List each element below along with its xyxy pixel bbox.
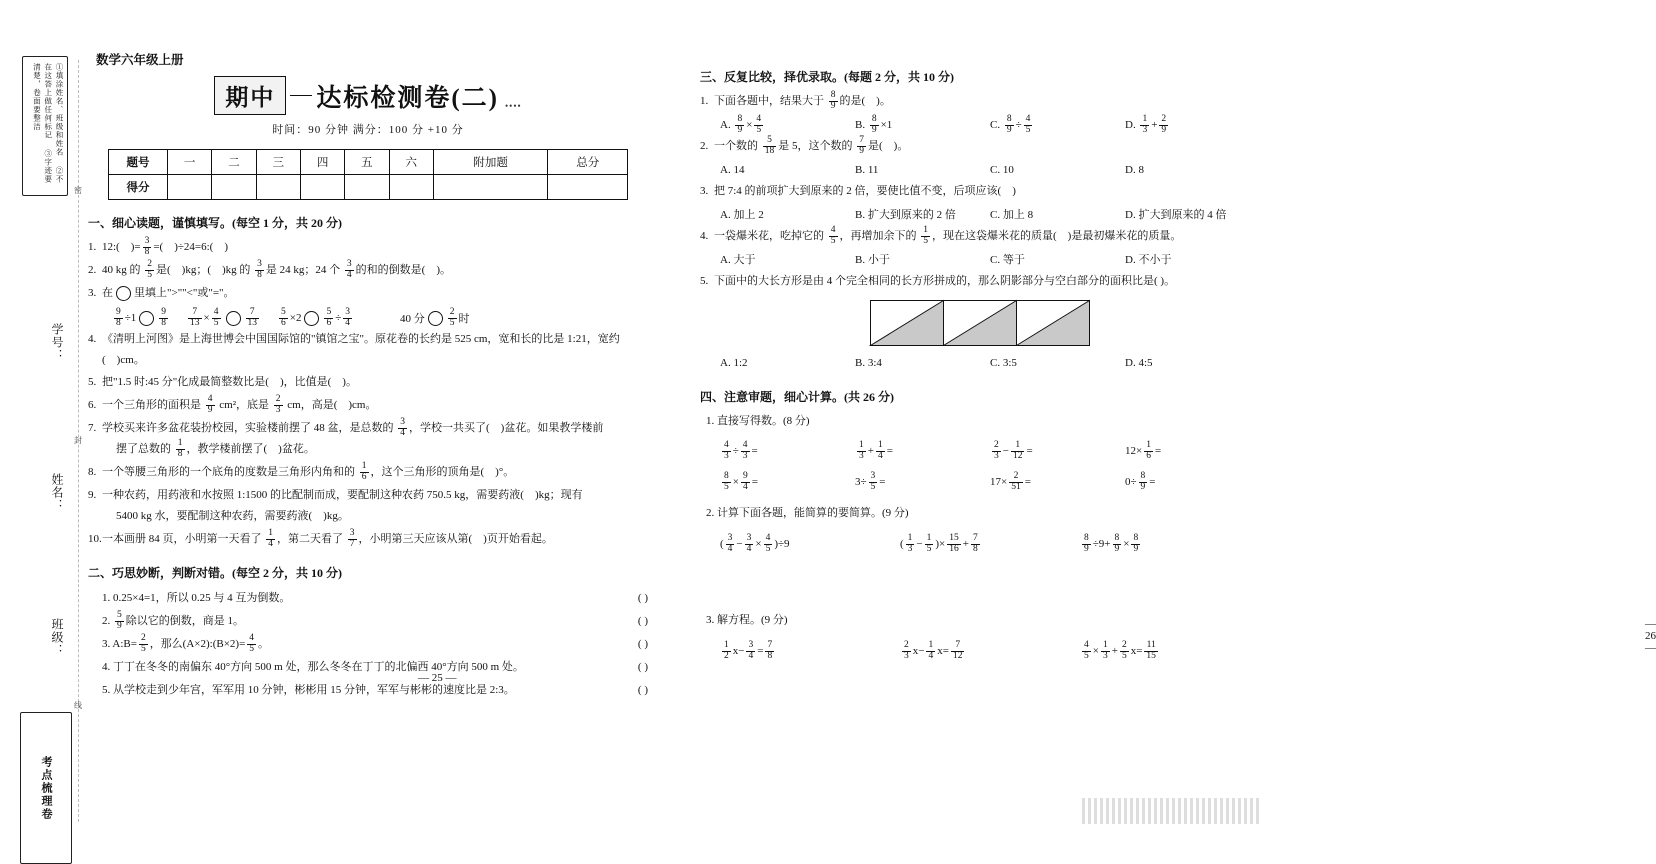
seal-mark-3: 线 bbox=[74, 701, 82, 710]
circle-blank[interactable] bbox=[116, 286, 131, 301]
score-cell[interactable] bbox=[212, 175, 256, 200]
page-title: 达标检测卷(二) bbox=[316, 84, 500, 112]
option-a[interactable]: A. 1:2 bbox=[720, 356, 748, 369]
q-number: 9. bbox=[88, 489, 97, 502]
calc-item[interactable]: $\frac{2}{3}$ − $\frac{1}{12}$ = bbox=[994, 440, 1033, 462]
page-number-left: — 25 — bbox=[418, 672, 457, 685]
option-a[interactable]: A. 加上 2 bbox=[720, 208, 764, 221]
section-4-heading: 四、注意审题，细心计算。(共 26 分) bbox=[700, 389, 894, 404]
q-number: 8. bbox=[88, 466, 97, 479]
score-row1-label: 题号 bbox=[109, 150, 168, 175]
section-3-heading: 三、反复比较，择优录取。(每题 2 分，共 10 分) bbox=[700, 70, 954, 84]
left-column bbox=[88, 50, 648, 702]
choice-question-3 bbox=[700, 181, 1260, 202]
choice-question-1: 1. 下面各题中，结果大于 $\frac{8}{9}$ 的是( )。 bbox=[700, 90, 891, 111]
compare-item-1: 9 8 ÷1 9 8 bbox=[116, 306, 167, 328]
q-number: 4. bbox=[700, 229, 709, 242]
score-col-1: 一 bbox=[168, 150, 212, 175]
q-number: 3. bbox=[102, 638, 111, 651]
exam-meta: 时间：90 分钟 满分：100 分 +10 分 bbox=[272, 124, 464, 136]
tf-question-4: 4. 丁丁在冬冬的南偏东 40°方向 500 m 处，那么冬冬在丁丁的北偏西 40°方向 500 m 处。 ( ) bbox=[88, 656, 648, 679]
choice-5-stem: 下面中的大长方形是由 4 个完全相同的长方形拼成的，那么阴影部分与空白部分的面积比是( )。 bbox=[714, 274, 1176, 287]
score-cell[interactable] bbox=[168, 175, 212, 200]
question-1-9: 9. 一种农药，用药液和水按照 1:1500 的比配制而成，要配制这种农药 750.5 kg，需要药液( )kg；现有 5400 kg 水，要配制这种农药，需要药液( )kg。 bbox=[88, 485, 648, 527]
calc-item[interactable]: $\frac{1}{3}$ + $\frac{1}{4}$ = bbox=[859, 440, 893, 462]
score-cell[interactable] bbox=[256, 175, 300, 200]
exam-title-row bbox=[88, 76, 648, 115]
title-deco: •••• bbox=[505, 101, 522, 111]
calc-item[interactable]: 12× $\frac{1}{6}$ = bbox=[1125, 440, 1162, 462]
q-number: 4. bbox=[102, 661, 111, 674]
tf-answer-blank[interactable]: ( ) bbox=[637, 638, 648, 651]
seal-mark-1: 密 bbox=[74, 186, 82, 195]
title-dash bbox=[290, 95, 312, 96]
calc-row-4 bbox=[700, 641, 1260, 662]
option-b[interactable]: B. 3:4 bbox=[855, 356, 882, 369]
tf-question-5: 5. 从学校走到少年宫，军军用 10 分钟，彬彬用 15 分钟，军军与彬彬的速度比是 2:3。 ( ) bbox=[88, 679, 648, 702]
q-number: 2. bbox=[102, 614, 111, 627]
option-c[interactable]: C. 10 bbox=[990, 163, 1014, 176]
tf-question-3: 3. A:B= $\frac{2}{5}$ ，那么(A×2):(B×2)= $\frac{4}{5}$ 。 ( ) bbox=[88, 633, 648, 656]
q-number: 2. bbox=[700, 139, 709, 152]
question-1-10: 10. 一本画册 84 页，小明第一天看了 $\frac{1}{4}$ ，第二天看了 $\frac{3}{7}$ ，小明第三天应该从第( )页开始看起。 bbox=[88, 527, 553, 549]
score-col-2: 二 bbox=[212, 150, 256, 175]
field-name[interactable]: 姓名： bbox=[22, 432, 68, 552]
score-col-8: 总分 bbox=[548, 150, 628, 175]
score-table bbox=[108, 149, 628, 200]
option-c[interactable]: C. 等于 bbox=[990, 253, 1025, 266]
tf-answer-blank[interactable]: ( ) bbox=[637, 661, 648, 674]
compare-item-3: 5 6 ×2 5 6 ÷ 3 4 bbox=[281, 306, 351, 328]
option-a[interactable]: A. 大于 bbox=[720, 253, 756, 266]
calc-row-1 bbox=[700, 441, 1260, 462]
q-number: 1. bbox=[88, 241, 97, 253]
score-row2-label: 得分 bbox=[109, 175, 168, 200]
tf-answer-blank[interactable]: ( ) bbox=[637, 684, 648, 697]
q-number: 6. bbox=[88, 399, 97, 412]
option-d[interactable]: D. 8 bbox=[1125, 163, 1144, 176]
option-c[interactable]: C. $\frac{8}{9}$ ÷ $\frac{4}{5}$ bbox=[990, 113, 1031, 135]
calc-item[interactable]: $\frac{8}{9}$ ÷9+ $\frac{8}{9}$ × $\frac{8}{9}$ bbox=[1084, 533, 1139, 555]
score-col-4: 四 bbox=[300, 150, 344, 175]
tf-answer-blank[interactable]: ( ) bbox=[637, 591, 648, 604]
binding-notes: ①填涂姓名、班级和姓名 ②不在这答上做任何标记 ③字迹要清楚，卷面要整洁 bbox=[22, 56, 68, 196]
choice-question-4: 4. 一袋爆米花，吃掉它的 $\frac{4}{5}$ ，再增加余下的 $\frac{1}{5}$ ，现在这袋爆米花的质量( )是最初爆米花的质量。 bbox=[700, 224, 1182, 246]
section-2-heading: 二、巧思妙断，判断对错。(每空 2 分，共 10 分) bbox=[88, 565, 342, 580]
seal-mark-2: 封 bbox=[74, 436, 82, 445]
calc-row-2 bbox=[700, 472, 1260, 493]
tf-question-2: 2. $\frac{5}{9}$ 除以它的倒数，商是 1。 ( ) bbox=[88, 610, 648, 633]
q-number: 1. bbox=[700, 95, 709, 107]
option-d[interactable]: D. 扩大到原来的 4 倍 bbox=[1125, 208, 1227, 221]
shaded-rectangle-figure bbox=[870, 300, 1090, 346]
table-row bbox=[109, 175, 628, 200]
q-number: 5. bbox=[700, 274, 709, 287]
booklet-tag: 考点梳理卷 bbox=[20, 712, 72, 864]
watermark-block bbox=[1082, 798, 1262, 824]
option-d[interactable]: D. 4:5 bbox=[1125, 356, 1153, 369]
field-student-id[interactable]: 学号： bbox=[22, 282, 68, 402]
binding-strip bbox=[18, 52, 74, 821]
option-a[interactable]: A. $\frac{8}{9}$ × $\frac{4}{5}$ bbox=[720, 113, 762, 135]
subject-title: 数学六年级上册 bbox=[96, 53, 184, 67]
right-column bbox=[700, 50, 1656, 672]
choice-question-5 bbox=[700, 271, 1260, 292]
tf-answer-blank[interactable]: ( ) bbox=[637, 614, 648, 627]
q-number: 10. bbox=[88, 532, 102, 545]
question-1-4: 4. 《清明上河图》是上海世博会中国国际馆的"镇馆之宝"。原花卷的长约是 525 cm，宽和长的比是 1:21，宽约 ( )cm。 bbox=[88, 329, 648, 371]
calc-subtitle-3: 3. 解方程。(9 分) bbox=[706, 614, 788, 627]
choice-3-options bbox=[700, 204, 1260, 226]
tf-question-1: 1. 0.25×4=1，所以 0.25 与 4 互为倒数。 ( ) bbox=[88, 587, 648, 610]
score-col-6: 六 bbox=[389, 150, 433, 175]
score-cell[interactable] bbox=[300, 175, 344, 200]
choice-question-2: 2. 一个数的 $\frac{5}{18}$ 是 5，这个数的 $\frac{7}{9}$ 是( )。 bbox=[700, 134, 909, 156]
score-cell[interactable] bbox=[345, 175, 389, 200]
calc-item[interactable]: 17× $\frac{2}{51}$ = bbox=[990, 471, 1031, 493]
exam-badge: 期中 bbox=[214, 76, 286, 115]
option-a[interactable]: A. 14 bbox=[720, 163, 745, 176]
circle-blank[interactable] bbox=[428, 311, 443, 326]
q-number: 3. bbox=[88, 286, 97, 299]
q-number: 5. bbox=[88, 376, 97, 389]
calc-item[interactable]: 0÷ $\frac{8}{9}$ = bbox=[1125, 471, 1156, 493]
choice-5-options bbox=[700, 352, 1260, 374]
score-col-7: 附加题 bbox=[433, 150, 548, 175]
option-b[interactable]: B. 小于 bbox=[855, 253, 890, 266]
question-1-5: 5. 把"1.5 时:45 分"化成最简整数比是( )，比值是( )。 bbox=[88, 372, 648, 393]
choice-4-options bbox=[700, 249, 1260, 271]
option-c[interactable]: C. 加上 8 bbox=[990, 208, 1034, 221]
compare-item-4: 40 分 2 5 时 bbox=[400, 306, 470, 328]
option-b[interactable]: B. 11 bbox=[855, 163, 879, 176]
option-c[interactable]: C. 3:5 bbox=[990, 356, 1017, 369]
compare-item-2: 7 13 × 4 5 7 13 bbox=[190, 306, 258, 328]
calc-item[interactable]: 3÷ $\frac{3}{5}$ = bbox=[855, 471, 886, 493]
calc-item[interactable]: $\frac{4}{3}$ ÷ $\frac{4}{3}$ = bbox=[724, 440, 758, 462]
question-1-3: 3. 在 里填上">""<"或"="。 bbox=[88, 283, 648, 304]
field-class[interactable]: 班级： bbox=[22, 582, 68, 692]
calc-item[interactable]: $\frac{4}{5}$ × $\frac{1}{3}$ + $\frac{2}{5}$ x= $\frac{11}{15}$ bbox=[1084, 640, 1156, 662]
choice-3-stem: 把 7:4 的前项扩大到原来的 2 倍，要使比值不变，后项应该( ) bbox=[714, 184, 1016, 197]
question-1-7: 7. 学校买来许多盆花装扮校园，实验楼前摆了 48 盆，是总数的 $\frac{3}{4}$ ，学校一共买了( )盆花。如果教学楼前 摆了总数的 $\frac{1}{8}$ ，教学楼前摆了( )盆花。 bbox=[88, 417, 604, 460]
question-1-6: 6. 一个三角形的面积是 $\frac{4}{9}$ cm²，底是 $\frac{2}{3}$ cm，高是( )cm。 bbox=[88, 394, 377, 416]
score-col-5: 五 bbox=[345, 150, 389, 175]
q-number: 7. bbox=[88, 422, 97, 435]
calc-subtitle-1: 1. 直接写得数。(8 分) bbox=[706, 414, 810, 427]
calc-item[interactable]: ( $\frac{3}{4}$ − $\frac{3}{4}$ × $\frac{4}{5}$ )÷9 bbox=[720, 533, 790, 555]
choice-1-options bbox=[700, 114, 1260, 136]
score-cell[interactable] bbox=[548, 175, 628, 200]
calc-item[interactable]: $\frac{8}{5}$ × $\frac{9}{4}$ = bbox=[724, 471, 758, 493]
option-d[interactable]: D. 不小于 bbox=[1125, 253, 1172, 266]
page-number-right: — 26 — bbox=[1645, 618, 1656, 655]
table-row bbox=[109, 150, 628, 175]
question-1-1: 1. 12:( )= $\frac{3}{8}$ =( )÷24=6:( ) bbox=[88, 236, 228, 257]
calc-subtitle-2: 2. 计算下面各题，能简算的要简算。(9 分) bbox=[706, 507, 909, 520]
q-number: 2. bbox=[88, 263, 97, 276]
calc-item[interactable]: ( $\frac{1}{3}$ − $\frac{1}{5}$ )× $\frac{15}{16}$ + $\frac{7}{8}$ bbox=[900, 533, 978, 555]
circle-blank[interactable] bbox=[304, 311, 319, 326]
calc-item[interactable]: $\frac{1}{2}$ x− $\frac{3}{4}$ = $\frac{7}{8}$ bbox=[724, 640, 773, 662]
option-b[interactable]: B. 扩大到原来的 2 倍 bbox=[855, 208, 956, 221]
score-col-3: 三 bbox=[256, 150, 300, 175]
q-number: 5. bbox=[102, 684, 111, 697]
choice-2-options bbox=[700, 159, 1260, 181]
score-cell[interactable] bbox=[433, 175, 548, 200]
q-number: 3. bbox=[700, 184, 709, 197]
calc-item[interactable]: $\frac{2}{3}$ x− $\frac{1}{4}$ x= $\frac{7}{12}$ bbox=[904, 640, 963, 662]
q-number: 4. bbox=[88, 332, 97, 345]
question-1-2: 2. 40 kg 的 $\frac{2}{5}$ 是( )kg；( )kg 的 $\frac{3}{8}$ 是 24 kg；24 个 $\frac{3}{4}$ 的和的倒数是( )。 bbox=[88, 258, 451, 280]
circle-blank[interactable] bbox=[139, 311, 154, 326]
question-1-8: 8. 一个等腰三角形的一个底角的度数是三角形内角和的 $\frac{1}{6}$ ，这个三角形的顶角是( )°。 bbox=[88, 461, 515, 483]
section-1-heading: 一、细心读题，谨慎填写。(每空 1 分，共 20 分) bbox=[88, 216, 342, 230]
compare-row bbox=[88, 308, 648, 329]
q-number: 1. bbox=[102, 591, 111, 604]
option-b[interactable]: B. $\frac{8}{9}$ ×1 bbox=[855, 113, 893, 135]
score-cell[interactable] bbox=[389, 175, 433, 200]
option-d[interactable]: D. $\frac{1}{3}$ + $\frac{2}{9}$ bbox=[1125, 113, 1167, 135]
circle-blank[interactable] bbox=[226, 311, 241, 326]
calc-row-3 bbox=[700, 534, 1260, 555]
